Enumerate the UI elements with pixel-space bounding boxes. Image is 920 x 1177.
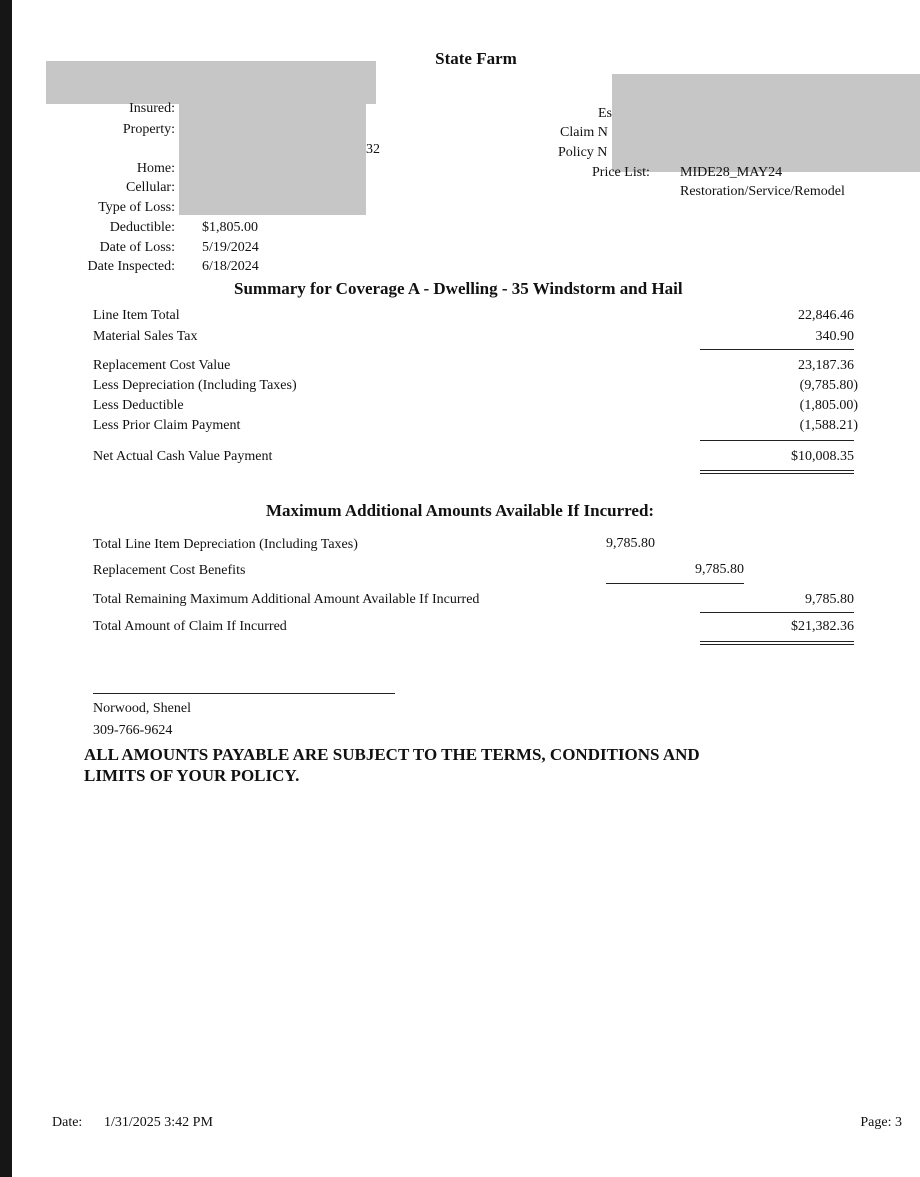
policy-notice-line-2: LIMITS OF YOUR POLICY. — [84, 766, 300, 785]
less-depreciation-label: Less Depreciation (Including Taxes) — [93, 378, 297, 393]
company-name: State Farm — [435, 49, 517, 68]
viewer-edge-bar — [0, 0, 12, 1177]
remaining-rule — [700, 612, 854, 613]
redaction-block-right — [612, 74, 920, 172]
price-list-value: MIDE28_MAY24 — [680, 165, 783, 180]
type-of-loss-label: Type of Loss: — [98, 200, 175, 215]
insured-label: Insured: — [129, 101, 175, 116]
less-deductible-label: Less Deductible — [93, 398, 184, 413]
date-of-loss-label: Date of Loss: — [99, 240, 175, 255]
less-depreciation-value: (9,785.80) — [799, 378, 858, 393]
redaction-block-left-top — [46, 61, 376, 104]
total-claim-value: $21,382.36 — [791, 619, 854, 634]
total-line-item-depreciation-value: 9,785.80 — [606, 536, 655, 551]
footer-date-value: 1/31/2025 3:42 PM — [104, 1115, 213, 1130]
summary-title: Summary for Coverage A - Dwelling - 35 Windstorm and Hail — [234, 279, 683, 298]
less-deductible-value: (1,805.00) — [799, 398, 858, 413]
replacement-cost-value-label: Replacement Cost Value — [93, 358, 231, 373]
net-double-rule — [700, 470, 854, 474]
total-line-item-depreciation-label: Total Line Item Depreciation (Including Taxes) — [93, 537, 358, 552]
deductible-value: $1,805.00 — [202, 220, 258, 235]
property-value-fragment: 32 — [366, 142, 380, 157]
line-item-total-value: 22,846.46 — [798, 308, 854, 323]
net-acv-payment-value: $10,008.35 — [791, 449, 854, 464]
deductible-label: Deductible: — [109, 220, 175, 235]
adjuster-phone: 309-766-9624 — [93, 723, 173, 738]
line-item-total-label: Line Item Total — [93, 308, 180, 323]
price-list-label: Price List: — [592, 165, 650, 180]
policy-notice-line-1: ALL AMOUNTS PAYABLE ARE SUBJECT TO THE TERMS, CONDITIONS AND — [84, 745, 700, 764]
net-rule — [700, 440, 854, 441]
material-sales-tax-label: Material Sales Tax — [93, 329, 198, 344]
footer-page-number: Page: 3 — [860, 1115, 902, 1130]
footer-date-label: Date: — [52, 1115, 83, 1130]
replacement-cost-benefits-label: Replacement Cost Benefits — [93, 563, 246, 578]
replacement-cost-value: 23,187.36 — [798, 358, 854, 373]
redaction-block-left-main — [179, 99, 366, 215]
subtotal-rule — [700, 349, 854, 350]
home-phone-label: Home: — [136, 161, 175, 176]
cellular-label: Cellular: — [126, 180, 175, 195]
benefits-rule — [606, 583, 744, 584]
signature-line — [93, 693, 395, 694]
property-label: Property: — [122, 122, 175, 137]
total-remaining-label: Total Remaining Maximum Additional Amount Available If Incurred — [93, 592, 480, 607]
date-of-loss-value: 5/19/2024 — [202, 240, 259, 255]
total-remaining-value: 9,785.80 — [805, 592, 854, 607]
price-list-description: Restoration/Service/Remodel — [680, 184, 845, 199]
total-claim-label: Total Amount of Claim If Incurred — [93, 619, 287, 634]
estimate-label-fragment: Es — [598, 106, 612, 121]
additional-amounts-title: Maximum Additional Amounts Available If Incurred: — [266, 501, 655, 520]
date-inspected-label: Date Inspected: — [87, 259, 175, 274]
total-claim-double-rule — [700, 641, 854, 645]
net-acv-payment-label: Net Actual Cash Value Payment — [93, 449, 273, 464]
material-sales-tax-value: 340.90 — [815, 329, 854, 344]
replacement-cost-benefits-value: 9,785.80 — [695, 562, 744, 577]
date-inspected-value: 6/18/2024 — [202, 259, 259, 274]
less-prior-payment-value: (1,588.21) — [799, 418, 858, 433]
less-prior-payment-label: Less Prior Claim Payment — [93, 418, 241, 433]
policy-number-label-fragment: Policy N — [558, 145, 608, 160]
claim-number-label-fragment: Claim N — [560, 125, 608, 140]
adjuster-name: Norwood, Shenel — [93, 701, 191, 716]
